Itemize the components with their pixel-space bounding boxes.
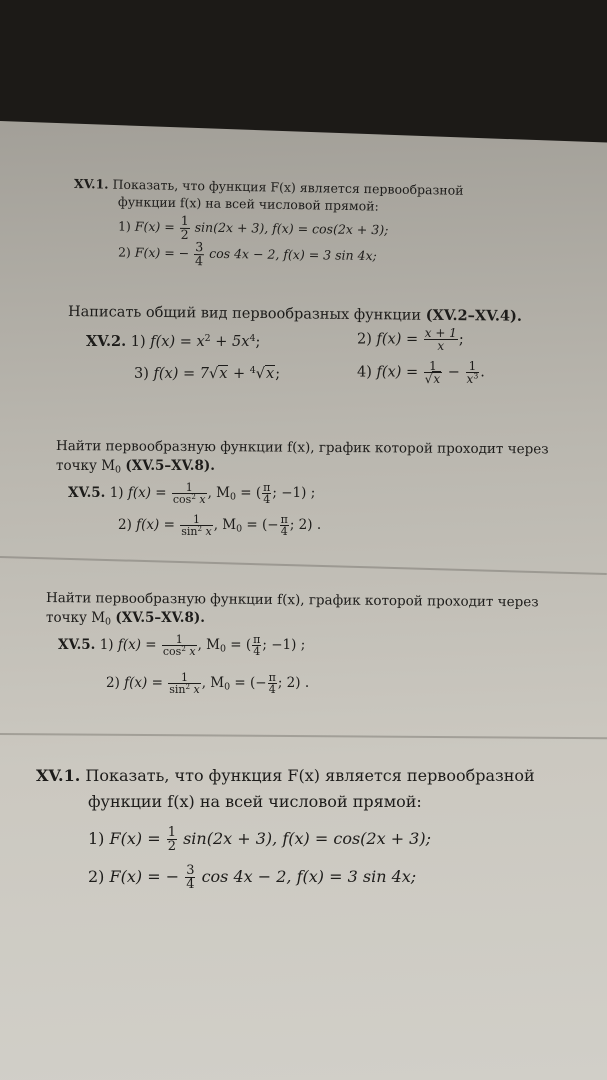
fraction: $\frac{1}{√x}$ — [424, 359, 441, 386]
fraction: $\frac{\pi}{4}$ — [268, 671, 276, 696]
problem-statement-line: точку $M_0$ (XV.5–XV.8). — [46, 610, 205, 628]
problem-text: функции f(x) на всей числовой прямой: — [117, 194, 379, 214]
problem-text: функции f(x) на всей числовой прямой: — [88, 792, 422, 811]
formula-line: XV.2. 1) $f(x) = x^2 + 5x^4$; — [86, 332, 261, 350]
formula-line: 2) F(x) = − $\frac{3}{4}$ cos 4x − 2, f(x) = 3 sin 4x; — [117, 239, 377, 268]
formula-line: 4) f(x) = $\frac{1}{√x}$ − $\frac{1}{x^3}$ . — [357, 359, 485, 386]
problem-number: XV.1. — [73, 176, 109, 192]
formula-line: 1) F(x) = $\frac{1}{2}$ sin(2x + 3), f(x) = cos(2x + 3); — [88, 825, 431, 854]
formula-line: 3) f(x) = 7√x + $^4$√x; — [134, 364, 281, 382]
section-heading: Написать общий вид первообразных функции (XV.2–XV.4). — [67, 304, 523, 325]
formula-line: 2) F(x) = − $\frac{3}{4}$ cos 4x − 2, f(x) = 3 sin 4x; — [88, 863, 417, 892]
problem-number: XV.2. — [86, 333, 127, 350]
problem-statement-line: точку $M_0$ (XV.5–XV.8). — [56, 458, 215, 476]
problem-statement-line: Найти первообразную функции f(x), график которой проходит через — [45, 590, 539, 611]
problem-statement-line: Найти первообразную функции f(x), график которой проходит через — [55, 438, 549, 458]
problem-statement-line — [36, 766, 535, 785]
formula-line: 2) f(x) = $\frac{1}{\sin^2 x}$ , $M_0$ = (− $\frac{\pi}{4}$ ; 2) . — [118, 513, 322, 538]
formula-line: XV.5. 1) f(x) = $\frac{1}{\cos^2 x}$ , $M_0$ = ( $\frac{\pi}{4}$ ; −1) ; — [58, 633, 306, 658]
problem-number: XV.1. — [36, 766, 81, 785]
formula-line: 2) f(x) = $\frac{1}{\sin^2 x}$ , $M_0$ = (− $\frac{\pi}{4}$ ; 2) . — [106, 671, 310, 696]
fraction: $\frac{\pi}{4}$ — [280, 513, 288, 538]
fraction: $\frac{1}{x^3}$ — [466, 359, 479, 386]
problem-number: XV.5. — [58, 637, 96, 653]
problem-statement-line — [88, 792, 422, 811]
fraction: $\frac{1}{\cos^2 x}$ — [172, 481, 206, 506]
fraction: $\frac{3}{4}$ — [186, 863, 195, 892]
formula-line: XV.5. 1) f(x) = $\frac{1}{\cos^2 x}$ , $M_0$ = ( $\frac{\pi}{4}$ ; −1) ; — [68, 481, 316, 506]
fraction: $\frac{3}{4}$ — [194, 239, 204, 268]
formula-line: 1) F(x) = $\frac{1}{2}$ sin(2x + 3), f(x) = cos(2x + 3); — [117, 212, 389, 242]
fraction: $\frac{1}{\sin^2 x}$ — [181, 513, 212, 538]
fraction: $\frac{1}{2}$ — [167, 825, 176, 854]
problem-text: Показать, что функция F(x) является первообразной — [112, 176, 464, 198]
problem-text: Показать, что функция F(x) является первообразной — [85, 766, 535, 785]
fraction: $\frac{1}{\sin^2 x}$ — [169, 671, 200, 696]
fraction: $\frac{x + 1}{x}$ — [424, 326, 457, 353]
fraction: $\frac{\pi}{4}$ — [253, 633, 261, 658]
fraction: $\frac{1}{\cos^2 x}$ — [162, 633, 196, 658]
problem-number: XV.5. — [68, 485, 106, 501]
fraction: $\frac{1}{2}$ — [180, 212, 189, 242]
formula-line: 2) f(x) = $\frac{x + 1}{x}$ ; — [357, 326, 464, 353]
fraction: $\frac{\pi}{4}$ — [263, 481, 271, 506]
